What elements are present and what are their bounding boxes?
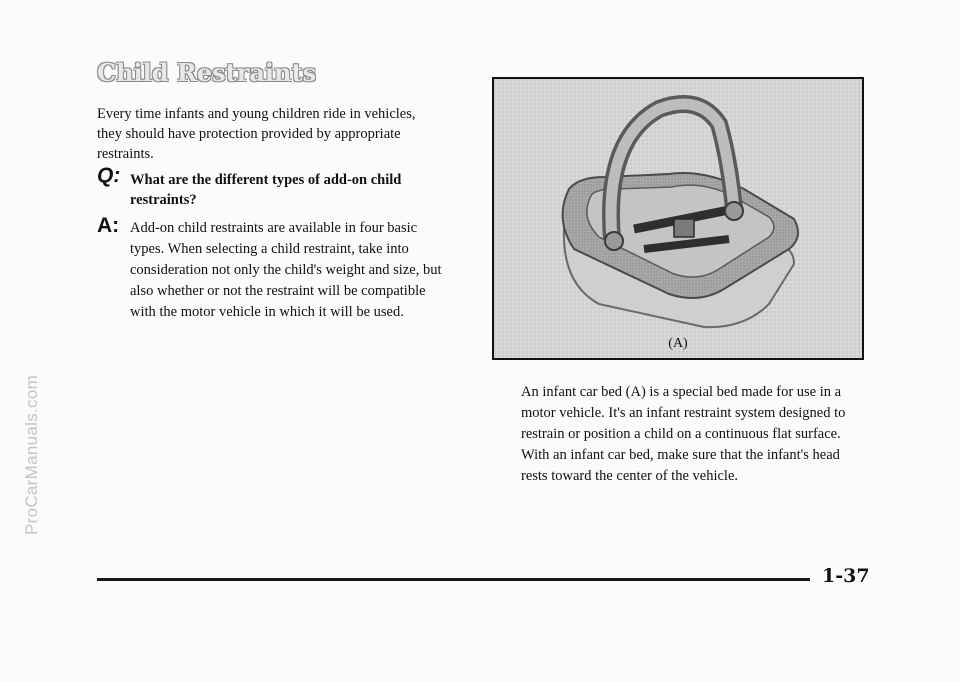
intro-paragraph: Every time infants and young children ride in vehicles, they should have protection provided by appropriate restraints. — [97, 106, 416, 162]
page-number: 1-37 — [822, 565, 870, 587]
footer-rule — [97, 578, 810, 581]
infant-car-bed-illustration — [494, 79, 862, 358]
answer-marker: A: — [97, 214, 120, 237]
question-text: What are the different types of add-on child restraints? — [130, 172, 402, 208]
figure-caption: An infant car bed (A) is a special bed made for use in a motor vehicle. It's an infant restraint system designed to restrain or position a child on a continuous flat surface. With an infant car bed, make sure that the infant's head rests toward the center of the vehicle. — [521, 384, 846, 484]
side-watermark: ProCarManuals.com — [22, 374, 41, 535]
question-marker: Q: — [97, 164, 121, 187]
page-title: Child Restraints — [97, 58, 317, 87]
figure-label: (A) — [668, 336, 688, 351]
answer-text: Add-on child restraints are available in four basic types. When selecting a child restraint, take into consideration not only the child's weight and size, but also whether or not the restraint will be compatible with the motor vehicle in which it will be used. — [130, 220, 442, 320]
infant-car-bed-figure — [492, 77, 864, 360]
